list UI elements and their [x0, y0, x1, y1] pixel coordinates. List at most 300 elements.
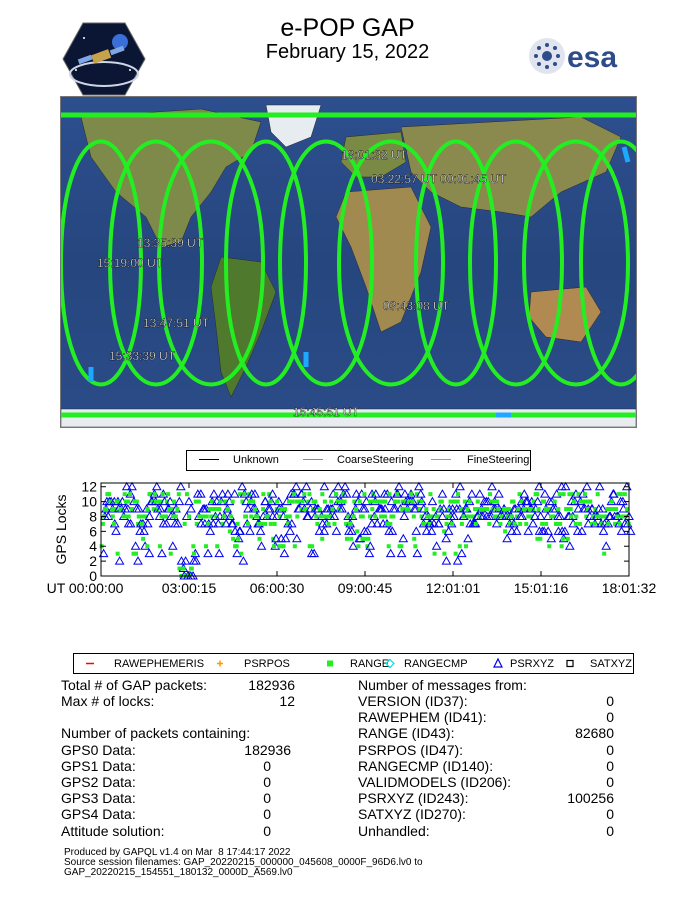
range-marker — [310, 544, 314, 548]
psrxyz-marker — [175, 498, 183, 505]
gps-legend — [73, 653, 634, 674]
msg-unhandled-value: 0 — [606, 823, 614, 839]
y-axis-label: GPS Locks — [53, 494, 69, 565]
psrxyz-marker — [541, 490, 549, 497]
psrxyz-marker — [153, 483, 161, 490]
psrxyz-marker — [399, 535, 407, 542]
psrxyz-marker — [433, 542, 441, 549]
map-time-label: 13:35:39 UT — [137, 236, 204, 250]
range-marker — [537, 507, 541, 511]
range-marker — [503, 529, 507, 533]
y-tick-label: 2 — [89, 553, 97, 570]
packets-containing-title: Number of packets containing: — [61, 725, 251, 741]
range-marker — [128, 492, 132, 496]
range-marker — [261, 507, 265, 511]
psrxyz-marker — [302, 483, 310, 490]
psrxyz-marker — [158, 550, 166, 557]
msg-psrxyz-value: 100256 — [567, 790, 614, 806]
range-marker — [428, 492, 432, 496]
range-marker — [387, 544, 391, 548]
psrxyz-marker — [413, 550, 421, 557]
track-legend — [186, 450, 531, 471]
range-marker — [319, 514, 323, 518]
msg-psrxyz-label: PSRXYZ (ID243): — [358, 790, 469, 806]
range-marker — [191, 544, 195, 548]
psrxyz-marker — [177, 483, 185, 490]
psrxyz-marker — [578, 527, 586, 534]
range-marker — [295, 514, 299, 518]
range-marker — [535, 492, 539, 496]
psrxyz-marker — [488, 483, 496, 490]
footer-source-files-1: Source session filenames: GAP_20220215_000000_045608_0000F_96D6.lv0 to — [64, 856, 423, 868]
epop-mission-logo — [62, 22, 146, 101]
range-marker — [175, 507, 179, 511]
range-marker — [372, 500, 376, 504]
psrxyz-marker — [495, 490, 503, 497]
range-marker — [112, 522, 116, 526]
x-tick-label: 06:00:30 — [249, 580, 305, 596]
psrxyz-marker — [160, 520, 168, 527]
range-marker — [614, 507, 618, 511]
psrxyz-marker — [468, 490, 476, 497]
psrxyz-marker — [574, 527, 582, 534]
range-marker — [126, 500, 130, 504]
range-marker — [373, 514, 377, 518]
range-marker — [354, 507, 358, 511]
range-marker — [190, 567, 194, 571]
range-marker — [388, 492, 392, 496]
range-marker — [583, 492, 587, 496]
x-tick-label: UT 00:00:00 — [46, 580, 124, 596]
range-marker — [169, 552, 173, 556]
map-time-label: 03:43:08 UT — [383, 299, 450, 313]
psrxyz-marker — [332, 527, 340, 534]
range-marker — [454, 552, 458, 556]
psrxyz-marker — [319, 520, 327, 527]
range-marker — [283, 507, 287, 511]
range-marker — [362, 492, 366, 496]
psrxyz-marker — [239, 557, 247, 564]
range-marker — [574, 514, 578, 518]
psrxyz-marker — [320, 483, 328, 490]
range-marker — [538, 537, 542, 541]
gps1-value: 0 — [263, 758, 271, 774]
msg-satxyz-label: SATXYZ (ID270): — [358, 806, 466, 822]
psrxyz-marker — [415, 483, 423, 490]
range-marker — [518, 522, 522, 526]
psrxyz-marker — [456, 483, 464, 490]
world-map — [61, 97, 636, 427]
legend-fine-steering: FineSteering — [467, 454, 530, 466]
range-marker — [282, 544, 286, 548]
total-packets-label: Total # of GAP packets: — [61, 677, 208, 693]
range-marker — [345, 537, 349, 541]
psrxyz-marker — [116, 557, 124, 564]
psrxyz-marker — [238, 483, 246, 490]
range-marker — [244, 514, 248, 518]
range-marker — [510, 514, 514, 518]
range-marker — [236, 522, 240, 526]
range-marker — [547, 544, 551, 548]
psrxyz-marker — [145, 550, 153, 557]
gps4-value: 0 — [263, 806, 271, 822]
psrxyz-marker — [442, 535, 450, 542]
legend-marker-open-square — [567, 661, 573, 667]
range-marker — [302, 492, 306, 496]
range-marker — [461, 514, 465, 518]
range-marker — [330, 507, 334, 511]
psrxyz-marker — [602, 542, 610, 549]
range-marker — [569, 507, 573, 511]
range-marker — [307, 492, 311, 496]
range-marker — [565, 507, 569, 511]
range-marker — [491, 500, 495, 504]
psrxyz-marker — [438, 490, 446, 497]
psrxyz-marker — [627, 527, 635, 534]
attitude-label: Attitude solution: — [61, 823, 165, 839]
range-marker — [135, 500, 139, 504]
psrxyz-marker — [503, 535, 511, 542]
range-marker — [226, 507, 230, 511]
range-marker — [426, 514, 430, 518]
range-marker — [141, 537, 145, 541]
psrxyz-marker — [215, 550, 223, 557]
range-marker — [572, 500, 576, 504]
range-marker — [261, 492, 265, 496]
range-marker — [215, 544, 219, 548]
range-marker — [524, 522, 528, 526]
psrxyz-marker — [395, 483, 403, 490]
range-marker — [161, 492, 165, 496]
psrxyz-marker — [365, 550, 373, 557]
range-marker — [293, 544, 297, 548]
ground-track-map — [60, 96, 637, 428]
legend-marker-square — [327, 661, 333, 667]
range-marker — [474, 522, 478, 526]
range-marker — [217, 507, 221, 511]
range-marker — [315, 522, 319, 526]
range-marker — [391, 514, 395, 518]
range-marker — [246, 522, 250, 526]
range-marker — [361, 514, 365, 518]
max-locks-label: Max # of locks: — [61, 693, 155, 709]
range-marker — [507, 507, 511, 511]
range-marker — [460, 522, 464, 526]
range-marker — [399, 544, 403, 548]
range-marker — [625, 507, 629, 511]
y-tick-label: 6 — [89, 523, 97, 540]
range-marker — [177, 492, 181, 496]
msg-rawephem-value: 0 — [606, 709, 614, 725]
range-marker — [396, 500, 400, 504]
range-marker — [442, 552, 446, 556]
range-marker — [273, 522, 277, 526]
range-marker — [412, 537, 416, 541]
psrxyz-marker — [535, 483, 543, 490]
msg-range-value: 82680 — [575, 725, 614, 741]
range-marker — [314, 514, 318, 518]
msg-psrpos-label: PSRPOS (ID47): — [358, 742, 464, 758]
range-marker — [606, 522, 610, 526]
psrxyz-marker — [280, 550, 288, 557]
msg-psrpos-value: 0 — [606, 742, 614, 758]
range-marker — [566, 537, 570, 541]
range-marker — [610, 500, 614, 504]
psrxyz-marker — [349, 542, 357, 549]
range-marker — [511, 500, 515, 504]
range-marker — [388, 522, 392, 526]
range-marker — [468, 500, 472, 504]
range-marker — [413, 544, 417, 548]
gps4-label: GPS4 Data: — [61, 806, 136, 822]
range-marker — [554, 522, 558, 526]
msg-satxyz-value: 0 — [606, 806, 614, 822]
range-marker — [495, 500, 499, 504]
plot-area — [100, 483, 635, 579]
range-marker — [516, 507, 520, 511]
range-marker — [456, 492, 460, 496]
psrxyz-marker — [618, 527, 626, 534]
range-marker — [185, 492, 189, 496]
msg-validmodels-value: 0 — [606, 774, 614, 790]
psrxyz-marker — [218, 490, 226, 497]
psrxyz-marker — [292, 483, 300, 490]
range-marker — [473, 507, 477, 511]
esa-logo-text: esa — [567, 41, 618, 74]
legend-series-label: SATXYZ — [590, 658, 632, 670]
range-marker — [356, 544, 360, 548]
range-marker — [424, 507, 428, 511]
range-marker — [562, 492, 566, 496]
map-time-label: 15:19:00 UT — [97, 256, 164, 270]
range-marker — [166, 492, 170, 496]
legend-series-label: RAWEPHEMERIS — [114, 658, 205, 670]
range-marker — [619, 492, 623, 496]
messages-title: Number of messages from: — [358, 677, 527, 693]
page-title: e-POP GAP — [280, 14, 415, 42]
legend-series-label: PSRXYZ — [510, 658, 555, 670]
map-time-label: 15:45:51 UT — [293, 405, 360, 419]
footer — [64, 848, 423, 877]
range-marker — [236, 537, 240, 541]
range-marker — [259, 522, 263, 526]
range-marker — [231, 537, 235, 541]
range-marker — [139, 514, 143, 518]
psrxyz-marker — [257, 527, 265, 534]
range-marker — [158, 544, 162, 548]
range-marker — [318, 507, 322, 511]
range-marker — [229, 514, 233, 518]
range-marker — [253, 507, 257, 511]
page-date: February 15, 2022 — [265, 41, 430, 63]
range-marker — [197, 500, 201, 504]
range-marker — [269, 522, 273, 526]
range-marker — [574, 522, 578, 526]
range-marker — [569, 514, 573, 518]
max-locks-value: 12 — [279, 693, 295, 709]
x-tick-label: 03:00:15 — [161, 580, 217, 596]
range-marker — [542, 500, 546, 504]
y-tick-label: 4 — [89, 538, 97, 555]
range-marker — [204, 544, 208, 548]
psrxyz-marker — [293, 535, 301, 542]
range-marker — [623, 492, 627, 496]
range-marker — [123, 492, 127, 496]
range-marker — [407, 507, 411, 511]
stats-right — [358, 677, 618, 845]
range-marker — [578, 522, 582, 526]
psrxyz-marker — [464, 535, 472, 542]
range-marker — [358, 500, 362, 504]
range-marker — [544, 522, 548, 526]
range-marker — [301, 500, 305, 504]
psrxyz-marker — [112, 527, 120, 534]
range-marker — [263, 522, 267, 526]
psrxyz-marker — [341, 483, 349, 490]
range-marker — [257, 537, 261, 541]
range-marker — [558, 492, 562, 496]
range-marker — [420, 500, 424, 504]
range-marker — [134, 552, 138, 556]
gps3-value: 0 — [263, 790, 271, 806]
range-marker — [116, 552, 120, 556]
gps0-label: GPS0 Data: — [61, 742, 136, 758]
range-marker — [410, 500, 414, 504]
range-marker — [618, 522, 622, 526]
psrxyz-marker — [458, 550, 466, 557]
range-marker — [272, 544, 276, 548]
range-marker — [329, 500, 333, 504]
range-marker — [593, 522, 597, 526]
range-marker — [412, 514, 416, 518]
range-marker — [218, 500, 222, 504]
legend-marker-plus — [217, 661, 223, 667]
range-marker — [409, 492, 413, 496]
range-marker — [596, 492, 600, 496]
psrxyz-marker — [182, 557, 190, 564]
range-marker — [284, 514, 288, 518]
range-marker — [615, 514, 619, 518]
range-marker — [496, 507, 500, 511]
range-marker — [153, 492, 157, 496]
psrxyz-marker — [442, 557, 450, 564]
x-tick-label: 12:01:01 — [425, 580, 481, 596]
range-marker — [275, 500, 279, 504]
range-marker — [288, 514, 292, 518]
range-marker — [251, 500, 255, 504]
psrxyz-marker — [246, 527, 254, 534]
range-marker — [183, 522, 187, 526]
range-marker — [107, 492, 111, 496]
psrxyz-marker — [454, 557, 462, 564]
psrxyz-marker — [596, 483, 604, 490]
stats-left — [61, 677, 361, 845]
range-marker — [279, 507, 283, 511]
range-marker — [323, 500, 327, 504]
range-marker — [540, 522, 544, 526]
map-time-label: 15:33:39 UT — [109, 349, 176, 363]
gps-locks-chart — [40, 475, 660, 605]
y-tick-label: 12 — [81, 478, 97, 495]
range-marker — [456, 500, 460, 504]
legend-marker-triangle — [494, 659, 502, 667]
legend-series-label: RANGE — [350, 658, 390, 670]
range-marker — [561, 537, 565, 541]
range-marker — [187, 514, 191, 518]
total-packets-value: 182936 — [248, 677, 295, 693]
range-marker — [332, 522, 336, 526]
range-marker — [558, 522, 562, 526]
range-marker — [458, 544, 462, 548]
psrxyz-marker — [132, 542, 140, 549]
range-marker — [172, 500, 176, 504]
range-marker — [313, 500, 317, 504]
psrxyz-marker — [398, 550, 406, 557]
y-tick-label: 0 — [89, 568, 97, 584]
range-marker — [235, 544, 239, 548]
range-marker — [349, 522, 353, 526]
range-marker — [464, 544, 468, 548]
psrxyz-marker — [387, 550, 395, 557]
range-marker — [145, 544, 149, 548]
psrxyz-marker — [547, 535, 555, 542]
esa-logo — [527, 36, 633, 81]
range-marker — [127, 514, 131, 518]
range-marker — [395, 492, 399, 496]
psrxyz-marker — [286, 527, 294, 534]
range-marker — [588, 500, 592, 504]
range-marker — [355, 529, 359, 533]
x-tick-label: 15:01:16 — [513, 580, 569, 596]
range-marker — [368, 500, 372, 504]
range-marker — [432, 507, 436, 511]
psrxyz-marker — [529, 520, 537, 527]
range-marker — [556, 507, 560, 511]
legend-coarse-steering: CoarseSteering — [337, 454, 414, 466]
psrxyz-marker — [524, 527, 532, 534]
range-marker — [222, 514, 226, 518]
psrxyz-marker — [476, 490, 484, 497]
range-marker — [110, 507, 114, 511]
footer-produced-by: Produced by GAPQL v1.4 on Mar 8 17:44:17 2022 — [64, 847, 291, 858]
psrxyz-marker — [177, 557, 185, 564]
range-marker — [465, 507, 469, 511]
range-marker — [231, 500, 235, 504]
msg-version-value: 0 — [606, 693, 614, 709]
x-tick-label: 18:01:32 — [601, 580, 657, 596]
psrxyz-marker — [204, 550, 212, 557]
range-marker — [383, 500, 387, 504]
range-marker — [269, 500, 273, 504]
map-time-label: 18:01:32 UT — [341, 148, 408, 162]
range-marker — [498, 522, 502, 526]
range-marker — [182, 567, 186, 571]
range-marker — [290, 500, 294, 504]
range-marker — [352, 514, 356, 518]
range-marker — [485, 507, 489, 511]
range-marker — [349, 537, 353, 541]
msg-version-label: VERSION (ID37): — [358, 693, 468, 709]
range-marker — [476, 500, 480, 504]
range-marker — [553, 500, 557, 504]
psrxyz-marker — [134, 557, 142, 564]
range-marker — [450, 522, 454, 526]
range-marker — [560, 544, 564, 548]
legend-series-label: PSRPOS — [244, 658, 290, 670]
psrxyz-marker — [257, 542, 265, 549]
attitude-value: 0 — [263, 823, 271, 839]
msg-rangecmp-value: 0 — [606, 758, 614, 774]
